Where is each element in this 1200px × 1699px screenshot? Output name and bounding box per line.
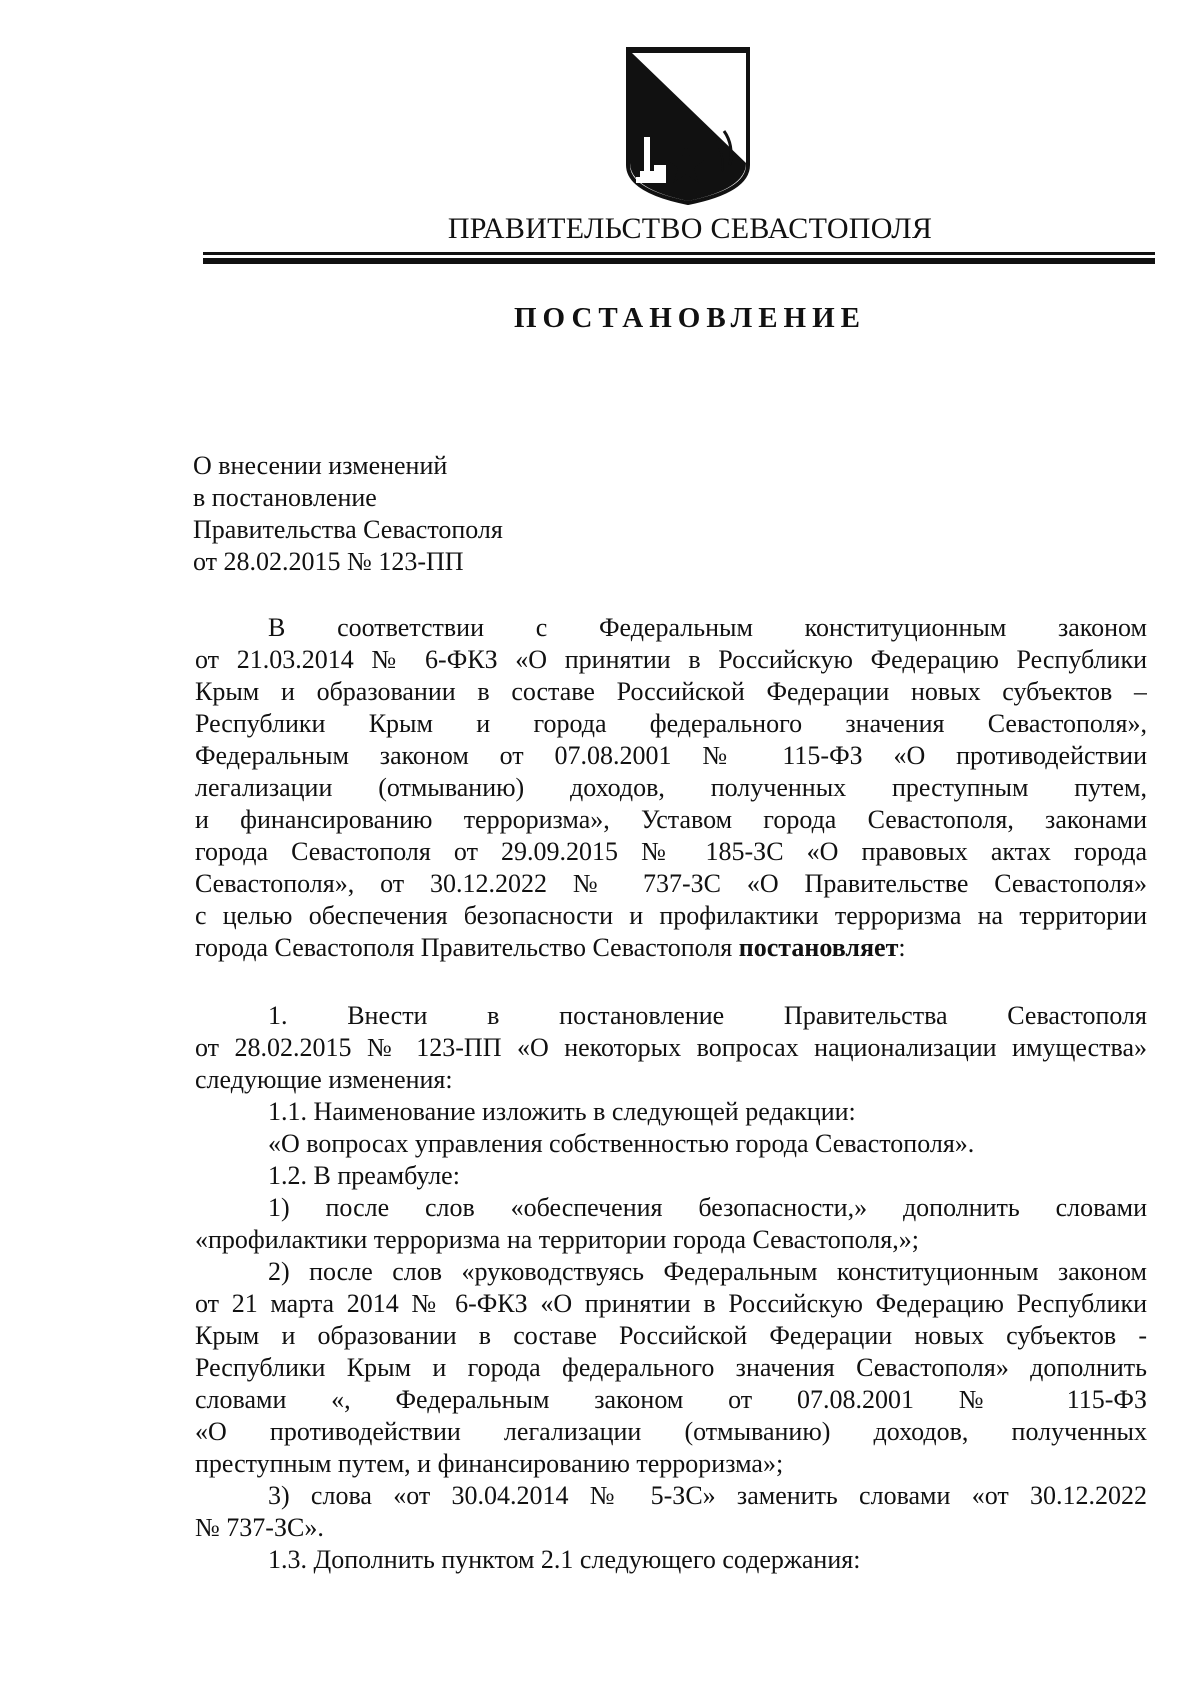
item-1-2-2-line: от 21 марта 2014 № 6-ФКЗ «О принятии в Российскую Федерацию Республики: [195, 1289, 1147, 1318]
preamble-last-text: города Севастополя Правительство Севастополя: [195, 933, 733, 962]
preamble-colon: :: [898, 933, 906, 962]
item-1-3: 1.3. Дополнить пунктом 2.1 следующего содержания:: [268, 1545, 861, 1574]
document-body: [195, 612, 1147, 1576]
item-1-2-3-line: № 737-ЗС».: [195, 1513, 324, 1542]
government-name: ПРАВИТЕЛЬСТВО СЕВАСТОПОЛЯ: [447, 212, 933, 245]
item-1-2-1-line: 1) после слов «обеспечения безопасности,» дополнить словами: [268, 1193, 1147, 1222]
preamble-line: и финансированию терроризма», Уставом города Севастополя, законами: [195, 805, 1147, 834]
document-subject: [193, 450, 503, 578]
paragraph-gap: [195, 964, 1147, 1000]
preamble-line: [195, 932, 1147, 964]
item-1-2-2-line: Крым и образовании в составе Российской Федерации новых субъектов -: [195, 1321, 1147, 1350]
item-1-2-1-line: «профилактики терроризма на территории города Севастополя,»;: [195, 1225, 919, 1254]
item-1-2-2-line: Республики Крым и города федерального значения Севастополя» дополнить: [195, 1353, 1147, 1382]
subject-line: от 28.02.2015 № 123-ПП: [193, 547, 464, 576]
item-1-1: 1.1. Наименование изложить в следующей редакции:: [268, 1097, 856, 1126]
header-rule-thick: [203, 258, 1155, 264]
item-1-line: от 28.02.2015 № 123-ПП «О некоторых вопросах национализации имущества»: [195, 1033, 1147, 1062]
item-1-line: следующие изменения:: [195, 1065, 453, 1094]
preamble-line: города Севастополя от 29.09.2015 № 185-ЗС «О правовых актах города: [195, 837, 1147, 866]
document-type-title: ПОСТАНОВЛЕНИЕ: [513, 302, 866, 334]
subject-line: в постановление: [193, 483, 377, 512]
item-1-2-2-line: преступным путем, и финансированию терроризма»;: [195, 1449, 784, 1478]
item-1-2-2-line: словами «, Федеральным законом от 07.08.2001 № 115-ФЗ: [195, 1385, 1147, 1414]
preamble-line: Федеральным законом от 07.08.2001 № 115-ФЗ «О противодействии: [195, 741, 1147, 770]
preamble-line: Севастополя», от 30.12.2022 № 737-ЗС «О Правительстве Севастополя»: [195, 869, 1147, 898]
item-1-2-3-line: 3) слова «от 30.04.2014 № 5-ЗС» заменить словами «от 30.12.2022: [268, 1481, 1147, 1510]
item-1-line: 1. Внести в постановление Правительства Севастополя: [268, 1001, 1147, 1030]
item-1-2-2-line: «О противодействии легализации (отмыванию) доходов, полученных: [195, 1417, 1147, 1446]
subject-line: Правительства Севастополя: [193, 515, 503, 544]
item-1-2-2-line: 2) после слов «руководствуясь Федеральным конституционным законом: [268, 1257, 1147, 1286]
header-rule-thin: [203, 252, 1155, 255]
preamble-line: Крым и образовании в составе Российской Федерации новых субъектов –: [195, 677, 1147, 706]
preamble-line: В соответствии с Федеральным конституционным законом: [268, 613, 1147, 642]
item-1-2: 1.2. В преамбуле:: [268, 1161, 460, 1190]
sevastopol-coat-of-arms-icon: [624, 45, 752, 205]
subject-line: О внесении изменений: [193, 451, 448, 480]
preamble-line: от 21.03.2014 № 6-ФКЗ «О принятии в Российскую Федерацию Республики: [195, 645, 1147, 674]
preamble-line: легализации (отмыванию) доходов, полученных преступным путем,: [195, 773, 1147, 802]
resolves-keyword: постановляет: [738, 933, 899, 962]
preamble-line: с целью обеспечения безопасности и профилактики терроризма на территории: [195, 901, 1147, 930]
item-1-1-text: «О вопросах управления собственностью города Севастополя».: [268, 1129, 975, 1158]
preamble-line: Республики Крым и города федерального значения Севастополя»,: [195, 709, 1147, 738]
